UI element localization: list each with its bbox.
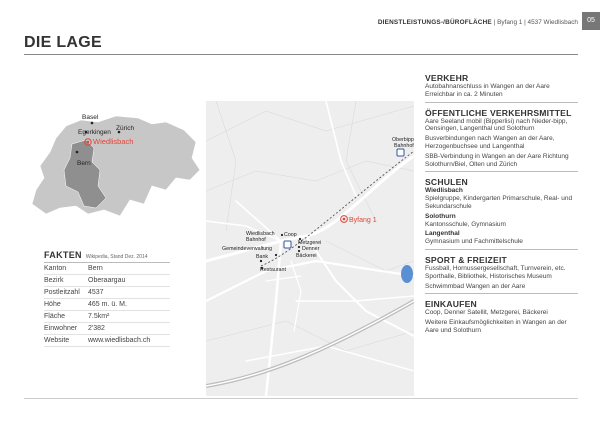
oberbipp-station-label: Bahnhof [394, 143, 414, 149]
page-number: 05 [582, 12, 600, 30]
restaurant-label: Restaurant [260, 267, 286, 273]
section-title: SPORT & FREIZEIT [425, 254, 507, 265]
denner-label: Denner [302, 246, 320, 252]
section-text: Gymnasium und Fachmittelschule [425, 238, 523, 246]
website-link[interactable]: www.wiedlisbach.ch [88, 337, 151, 344]
section-text: Weitere Einkaufsmöglichkeiten in Wangen an der Aare und Solothurn [425, 319, 567, 334]
basel-label: Basel [82, 114, 99, 121]
facts-row [44, 311, 170, 323]
header-address: | Byfang 1 | 4537 Wiedlisbach [493, 19, 578, 26]
section-einkaufen [425, 299, 578, 337]
facts-key: Kanton [44, 265, 67, 272]
info-column [425, 73, 578, 343]
section-oev [425, 108, 578, 173]
title-divider [24, 54, 578, 55]
bern-dot [76, 151, 79, 154]
facts-key: Bezirk [44, 277, 64, 284]
facts-row [44, 287, 170, 299]
baeckerei-label: Bäckerei [296, 253, 317, 259]
byfang-label: Byfang 1 [349, 217, 377, 224]
section-text: Schwimmbad Wangen an der Aare [425, 282, 526, 290]
facts-key: Postleitzahl [44, 289, 80, 296]
wiedlisbach-station-label: Bahnhof [246, 237, 266, 243]
facts-header [44, 250, 170, 263]
section-sport [425, 255, 578, 294]
page-title: DIE LAGE [24, 34, 102, 51]
section-text: Fussball, Hornussergesellschaft, Turnverein, etc. Sporthalle, Bibliothek, Historisches Museum [425, 264, 566, 280]
city-map [206, 101, 414, 396]
facts-row [44, 323, 170, 335]
section-text: Busverbindungen nach Wangen an der Aare, Herzogenbuchsee und Langenthal [425, 135, 555, 150]
facts-value: 7.5km² [88, 313, 110, 320]
train-station-icon [284, 241, 291, 248]
section-subtitle: Langenthal [425, 230, 460, 238]
oberbipp-label: Oberbipp [392, 137, 414, 143]
train-station-icon [397, 149, 404, 156]
bern-label: Bern [77, 160, 91, 167]
section-subtitle: Wiedlisbach [425, 187, 463, 195]
section-verkehr [425, 73, 578, 103]
section-text: Aare Seeland mobil (Bipperlisi) nach Nieder-bipp, Oensingen, Langenthal und Solothurn [425, 117, 568, 133]
section-text: Kantonsschule, Gymnasium [425, 220, 506, 228]
facts-key: Website [44, 337, 70, 344]
section-schulen [425, 177, 578, 250]
section-title: VERKEHR [425, 73, 469, 83]
facts-source: Wikipedia, Stand Dez. 2014 [85, 254, 148, 260]
switzerland-map [26, 108, 204, 228]
facts-table [44, 250, 170, 347]
facts-value: 4537 [88, 289, 104, 296]
facts-key: Höhe [44, 301, 61, 308]
section-title: SCHULEN [425, 177, 468, 188]
bank-label: Bank [256, 254, 269, 260]
water-body [401, 265, 413, 283]
coop-label: Coop [284, 232, 297, 238]
city-map-svg [206, 101, 414, 396]
section-text: Spielgruppe, Kindergarten Primarschule, Real- und Sekundarschule [425, 195, 573, 210]
wiedlisbach-label: Wiedlisbach [246, 231, 275, 237]
facts-row [44, 299, 170, 311]
facts-row [44, 263, 170, 275]
facts-row[interactable] [44, 335, 170, 347]
facts-key: Einwohner [44, 325, 78, 332]
facts-value: 465 m. ü. M. [88, 301, 127, 308]
basel-dot [91, 122, 94, 125]
facts-row [44, 275, 170, 287]
header-section: DIENSTLEISTUNGS-/BÜROFLÄCHE [377, 19, 492, 26]
page-header [378, 19, 578, 26]
section-title: ÖFFENTLICHE VERKEHRSMITTEL [425, 107, 572, 118]
wiedlisbach-label: Wiedlisbach [93, 137, 134, 146]
facts-value: Oberaargau [88, 277, 126, 284]
egerkingen-label: Egerkingen [78, 129, 111, 136]
section-subtitle: Solothurn [425, 212, 456, 220]
metzgerei-label: Metzgerei [298, 240, 322, 246]
section-title: EINKAUFEN [425, 299, 477, 310]
section-text: SBB-Verbindung in Wangen an der Aare Richtung Solothurn/Biel, Olten und Zürich [425, 152, 569, 168]
gemeindeverwaltung-label: Gemeindeverwaltung [222, 246, 273, 252]
section-text: Autobahnanschluss in Wangen an der Aare Erreichbar in ca. 2 Minuten [425, 83, 550, 98]
bottom-divider [24, 398, 578, 399]
facts-key: Fläche [44, 313, 66, 320]
section-text: Coop, Denner Satellit, Metzgerei, Bäckerei [425, 309, 548, 317]
facts-value: 2'382 [88, 325, 105, 332]
facts-title: FAKTEN [44, 250, 82, 260]
zurich-label: Zürich [116, 125, 135, 132]
facts-value: Bern [88, 265, 103, 272]
